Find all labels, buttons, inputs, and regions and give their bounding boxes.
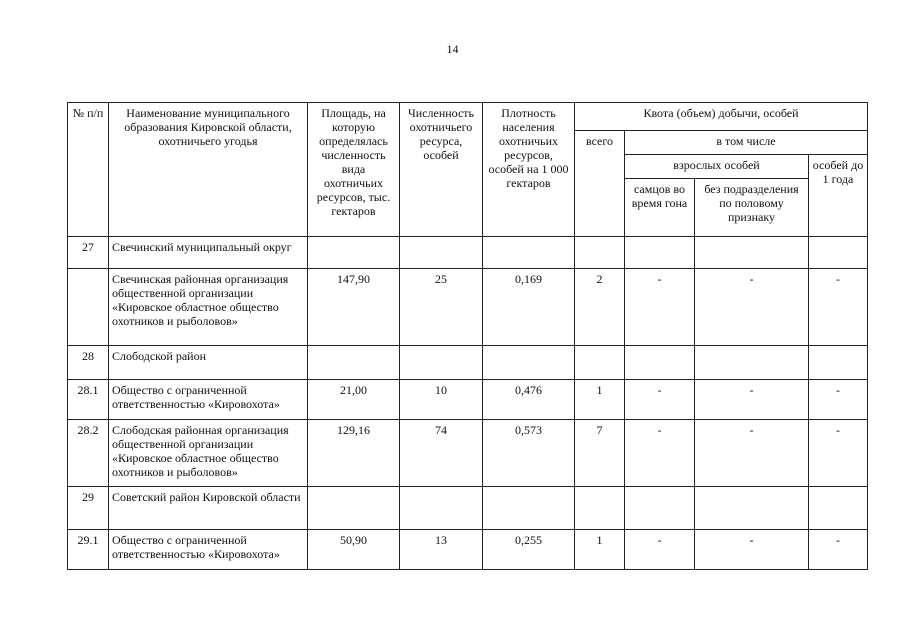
table-row — [68, 380, 868, 420]
header-adults: взрослых особей — [625, 155, 809, 179]
row-count: 25 — [400, 269, 483, 346]
row-no-sex — [695, 237, 809, 269]
row-density: 0,573 — [483, 420, 575, 487]
row-no-sex: - — [695, 380, 809, 420]
row-density — [483, 237, 575, 269]
table-body — [68, 237, 868, 570]
row-under-one: - — [809, 380, 868, 420]
row-area: 21,00 — [308, 380, 400, 420]
row-num: 27 — [68, 237, 109, 269]
header-quota: Квота (объем) добычи, особей — [575, 103, 868, 131]
row-name: Общество с ограниченной ответственностью «Кировохота» — [109, 530, 308, 570]
header-total: всего — [575, 131, 625, 237]
row-num: 28.2 — [68, 420, 109, 487]
row-males-rut: - — [625, 420, 695, 487]
table-row — [68, 269, 868, 346]
row-density: 0,169 — [483, 269, 575, 346]
table-header — [68, 103, 868, 237]
row-total — [575, 237, 625, 269]
row-no-sex — [695, 346, 809, 380]
header-density: Плотность населения охотничьих ресурсов, особей на 1 000 гектаров — [483, 103, 575, 237]
row-under-one — [809, 487, 868, 530]
row-num — [68, 269, 109, 346]
row-name: Советский район Кировской области — [109, 487, 308, 530]
row-no-sex: - — [695, 420, 809, 487]
row-count: 74 — [400, 420, 483, 487]
row-num: 29 — [68, 487, 109, 530]
row-density — [483, 346, 575, 380]
row-males-rut — [625, 346, 695, 380]
row-males-rut: - — [625, 269, 695, 346]
row-area: 129,16 — [308, 420, 400, 487]
row-count — [400, 346, 483, 380]
row-under-one: - — [809, 269, 868, 346]
row-under-one: - — [809, 530, 868, 570]
table-row — [68, 420, 868, 487]
row-total: 1 — [575, 530, 625, 570]
header-including: в том числе — [625, 131, 868, 155]
row-no-sex: - — [695, 530, 809, 570]
row-area — [308, 487, 400, 530]
row-area: 147,90 — [308, 269, 400, 346]
hunting-quota-table — [67, 102, 868, 570]
row-num: 29.1 — [68, 530, 109, 570]
row-total: 7 — [575, 420, 625, 487]
row-no-sex — [695, 487, 809, 530]
row-num: 28 — [68, 346, 109, 380]
row-total: 1 — [575, 380, 625, 420]
row-area — [308, 237, 400, 269]
header-area: Площадь, на которую определялась численность вида охотничьих ресурсов, тыс. гектаров — [308, 103, 400, 237]
header-males-rut: самцов во время гона — [625, 179, 695, 237]
row-males-rut: - — [625, 530, 695, 570]
row-total — [575, 487, 625, 530]
row-males-rut: - — [625, 380, 695, 420]
row-count — [400, 237, 483, 269]
row-total: 2 — [575, 269, 625, 346]
header-no-sex: без подразделения по половому признаку — [695, 179, 809, 237]
row-name: Слободской район — [109, 346, 308, 380]
row-males-rut — [625, 237, 695, 269]
row-name: Свечинская районная организация общественной организации «Кировское областное общество охотников и рыболовов» — [109, 269, 308, 346]
row-count: 10 — [400, 380, 483, 420]
header-num: № п/п — [68, 103, 109, 237]
header-under-one: особей до 1 года — [809, 155, 868, 237]
table-row — [68, 237, 868, 269]
row-count: 13 — [400, 530, 483, 570]
row-density — [483, 487, 575, 530]
row-under-one — [809, 237, 868, 269]
header-name: Наименование муниципального образования Кировской области, охотничьего угодья — [109, 103, 308, 237]
row-area: 50,90 — [308, 530, 400, 570]
row-males-rut — [625, 487, 695, 530]
row-total — [575, 346, 625, 380]
row-density: 0,476 — [483, 380, 575, 420]
row-density: 0,255 — [483, 530, 575, 570]
table-row — [68, 487, 868, 530]
table-row — [68, 346, 868, 380]
row-under-one — [809, 346, 868, 380]
row-num: 28.1 — [68, 380, 109, 420]
row-no-sex: - — [695, 269, 809, 346]
row-count — [400, 487, 483, 530]
row-name: Слободская районная организация общественной организации «Кировское областное общество охотников и рыболовов» — [109, 420, 308, 487]
row-under-one: - — [809, 420, 868, 487]
page-number: 14 — [446, 42, 459, 56]
row-name: Общество с ограниченной ответственностью «Кировохота» — [109, 380, 308, 420]
header-count: Численность охотничьего ресурса, особей — [400, 103, 483, 237]
row-name: Свечинский муниципальный округ — [109, 237, 308, 269]
row-area — [308, 346, 400, 380]
table-row — [68, 530, 868, 570]
